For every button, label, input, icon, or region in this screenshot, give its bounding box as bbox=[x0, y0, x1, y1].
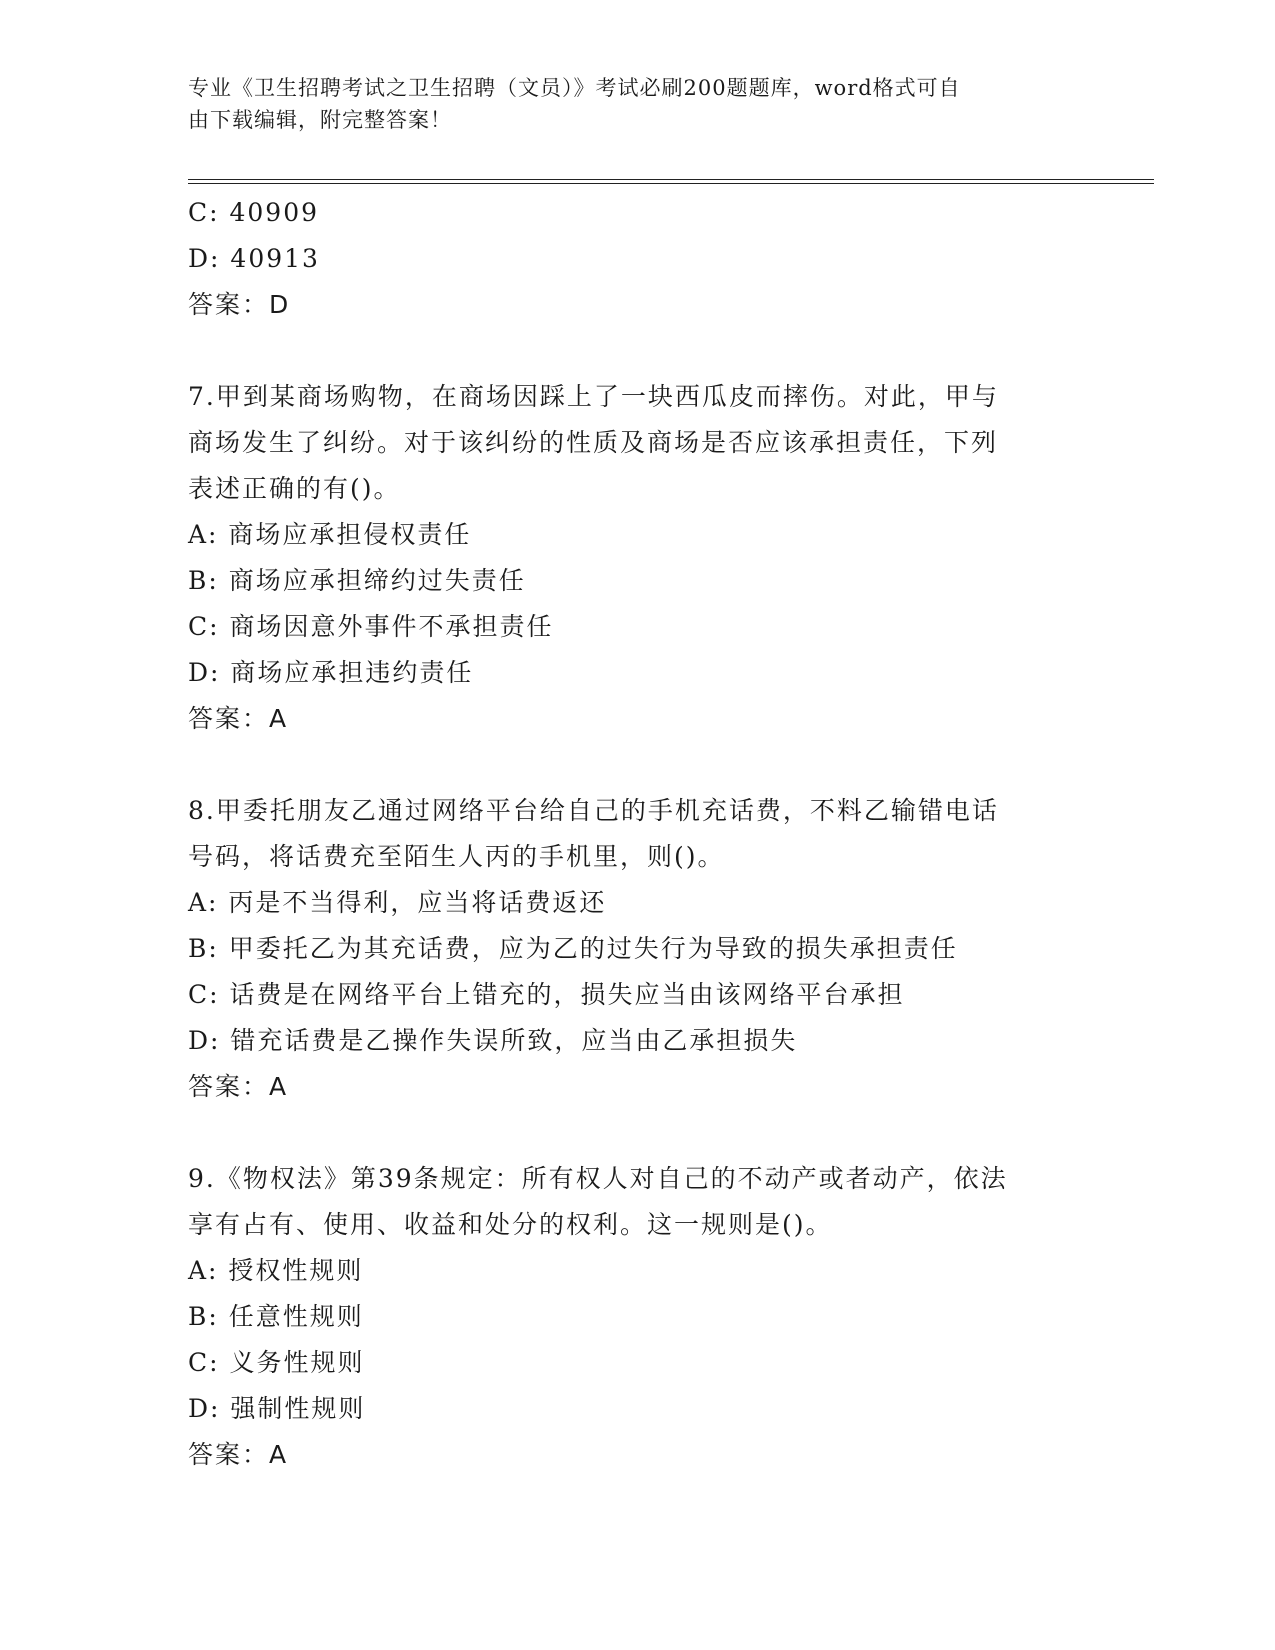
option-d: D: 强制性规则 bbox=[188, 1394, 366, 1423]
option-a: A: 丙是不当得利，应当将话费返还 bbox=[188, 888, 607, 917]
option-a: A: 授权性规则 bbox=[188, 1256, 364, 1285]
question-text: 9.《物权法》第39条规定：所有权人对自己的不动产或者动产，依法 bbox=[188, 1164, 1008, 1193]
option-c: C: 话费是在网络平台上错充的，损失应当由该网络平台承担 bbox=[188, 980, 905, 1009]
question-text: 商场发生了纠纷。对于该纠纷的性质及商场是否应该承担责任，下列 bbox=[188, 428, 999, 457]
header-title-line-1: 专业《卫生招聘考试之卫生招聘（文员）》考试必刷200题题库，word格式可自 bbox=[188, 76, 961, 100]
question-text: 8.甲委托朋友乙通过网络平台给自己的手机充话费，不料乙输错电话 bbox=[188, 796, 999, 825]
question-text: 表述正确的有()。 bbox=[188, 474, 401, 503]
question-text: 7.甲到某商场购物，在商场因踩上了一块西瓜皮而摔伤。对此，甲与 bbox=[188, 382, 999, 411]
option-d: D: 错充话费是乙操作失误所致，应当由乙承担损失 bbox=[188, 1026, 798, 1055]
header-divider-bottom bbox=[188, 183, 1154, 184]
question-6-tail bbox=[188, 190, 1088, 328]
spacer bbox=[188, 742, 1088, 788]
spacer bbox=[188, 1110, 1088, 1156]
answer-line: 答案：D bbox=[188, 290, 291, 319]
option-c: C: 商场因意外事件不承担责任 bbox=[188, 612, 554, 641]
answer-line: 答案：A bbox=[188, 1440, 289, 1469]
question-8 bbox=[188, 788, 1088, 1110]
option-c: C: 义务性规则 bbox=[188, 1348, 365, 1377]
option-d: D: 商场应承担违约责任 bbox=[188, 658, 474, 687]
option-d: D: 40913 bbox=[188, 244, 320, 273]
header-title-line-2: 由下载编辑，附完整答案！ bbox=[188, 108, 452, 132]
question-9 bbox=[188, 1156, 1088, 1478]
header-divider-top bbox=[188, 179, 1154, 180]
answer-line: 答案：A bbox=[188, 704, 289, 733]
question-list bbox=[188, 190, 1088, 1478]
document-header bbox=[188, 72, 1078, 136]
question-7 bbox=[188, 374, 1088, 742]
option-a: A: 商场应承担侵权责任 bbox=[188, 520, 472, 549]
question-text: 享有占有、使用、收益和处分的权利。这一规则是()。 bbox=[188, 1210, 833, 1239]
spacer bbox=[188, 328, 1088, 374]
answer-line: 答案：A bbox=[188, 1072, 289, 1101]
question-text: 号码，将话费充至陌生人丙的手机里，则()。 bbox=[188, 842, 725, 871]
option-b: B: 甲委托乙为其充话费，应为乙的过失行为导致的损失承担责任 bbox=[188, 934, 958, 963]
option-c: C: 40909 bbox=[188, 198, 320, 227]
option-b: B: 任意性规则 bbox=[188, 1302, 364, 1331]
option-b: B: 商场应承担缔约过失责任 bbox=[188, 566, 526, 595]
